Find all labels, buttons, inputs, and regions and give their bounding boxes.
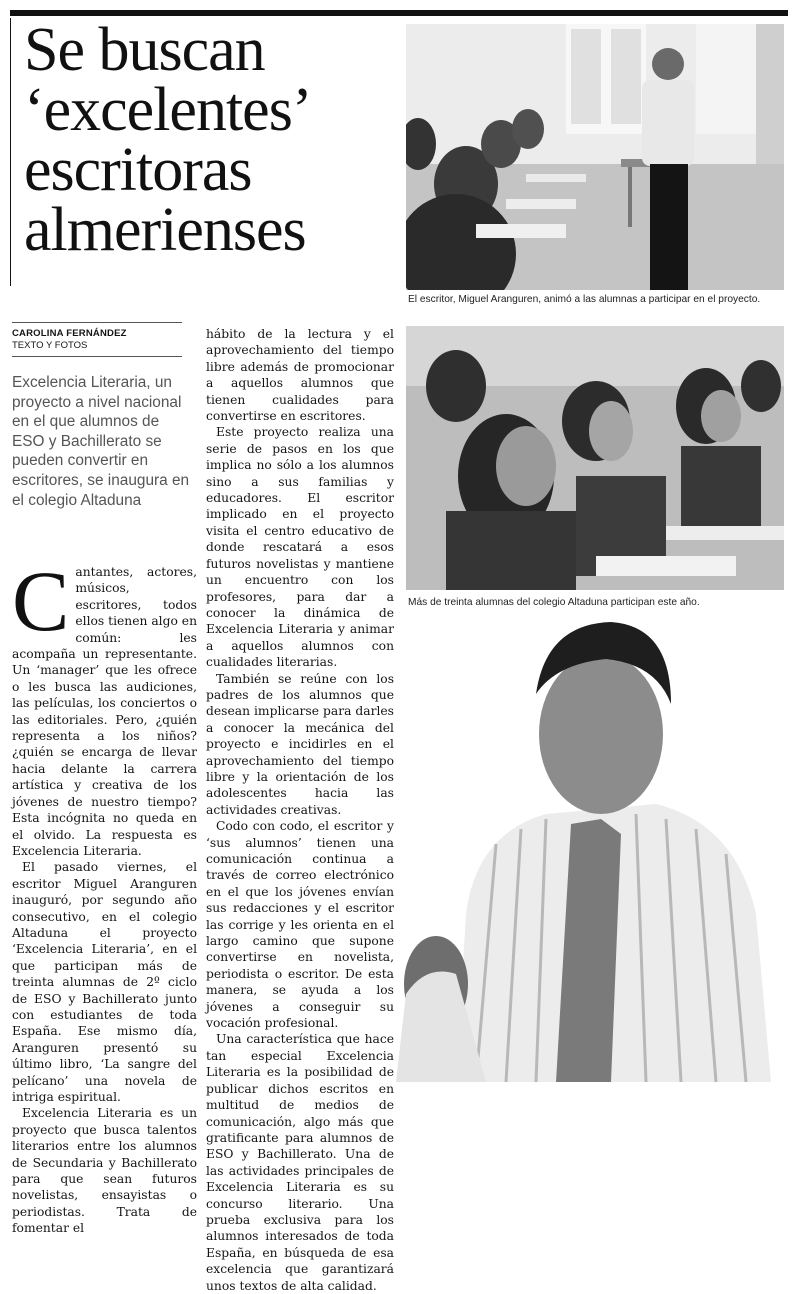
lede-subheadline: Excelencia Literaria, un proyecto a nivel nacional en el que alumnos de ESO y Bachillerato se pueden convertir en escritores, se inaugura en el colegio Altaduna bbox=[12, 374, 190, 509]
headline-line-2: ‘excelentes’ bbox=[24, 76, 312, 144]
body-paragraph: antantes, actores, músicos, escritores, todos ellos tienen algo en común: les acompaña un representante. Un ‘manager’ que les ofrece o les busca las audiciones, las películas, los conciertos o las editoriales. Pero, ¿quién representa a los niños? ¿quién se encarga de llevar hacia delante la carrera artística y creativa de los jóvenes de nuestro tiempo? Esta incógnita no queda en el olvido. La respuesta es Excelencia Literaria. bbox=[12, 565, 197, 858]
body-paragraph: También se reúne con los padres de los alumnos que desean implicarse para darles a conocer la mecánica del proyecto e incidirles en el aprovechamiento del tiempo libre y la orientación de los adolescentes hacia las actividades creativas. bbox=[206, 671, 394, 817]
headline bbox=[24, 16, 394, 264]
byline-top-rule bbox=[12, 322, 182, 323]
body-paragraph: Excelencia Literaria es un proyecto que busca talentos literarios entre los alumnos de Secundaria y Bachillerato para que sean futuros novelistas, ensayistas o periodistas. Trata de fomentar el bbox=[12, 1106, 197, 1236]
byline-bottom-rule bbox=[12, 356, 182, 357]
body-paragraph: Este proyecto realiza una serie de pasos en los que implica no sólo a los alumnos sino a sus familias y educadores. El escritor implicado en el proyecto visita el centro educativo de donde rescatará a esos futuros novelistas y mantiene un encuentro con los profesores, para dar a conocer la dinámica de Excelencia Literaria y animar a aquellos alumnos con cualidades literarias. bbox=[206, 425, 394, 670]
headline-line-3: escritoras bbox=[24, 136, 252, 204]
body-paragraph: El pasado viernes, el escritor Miguel Aranguren inauguró, por segundo año consecutivo, en el colegio Altaduna el proyecto ‘Excelencia Literaria’, en el que participan más de treinta alumnas de 2º ciclo de ESO y Bachillerato junto con estudiantes de toda España. Ese mismo día, Aranguren presentó su último libro, ‘La sangre del pelícano’ una novela de intriga espiritual. bbox=[12, 860, 197, 1104]
headline-line-4: almerienses bbox=[24, 196, 306, 264]
students-photo bbox=[406, 326, 784, 590]
byline bbox=[12, 322, 182, 357]
headline-line-1: Se buscan bbox=[24, 16, 265, 84]
body-paragraph: Una característica que hace tan especial Excelencia Literaria es la posibilidad de publicar dichos escritos en multitud de medios de comunicación, algo más que gratificante para alumnos de ESO y Bachillerato. Una de las actividades principales de Excelencia Literaria es su concurso literario. Una prueba exclusiva para los alumnos interesados de toda España, en búsqueda de esa excelencia que garantizará unos textos de alta calidad. bbox=[206, 1032, 394, 1293]
photo1-caption: El escritor, Miguel Aranguren, animó a las alumnas a participar en el proyecto. bbox=[408, 294, 761, 305]
writer-portrait-photo bbox=[396, 614, 788, 1082]
body-column-2 bbox=[206, 326, 394, 1294]
classroom-writer-photo bbox=[406, 24, 784, 290]
body-paragraph: hábito de la lectura y el aprovechamiento del tiempo libre además de promocionar a aquellos alumnos que tienen cualidades para convertirse en escritores. bbox=[206, 327, 394, 424]
photo2-caption: Más de treinta alumnas del colegio Altaduna participan este año. bbox=[408, 597, 700, 608]
byline-role: TEXTO Y FOTOS bbox=[12, 340, 88, 351]
byline-author: CAROLINA FERNÁNDEZ bbox=[12, 328, 127, 339]
body-paragraph: Codo con codo, el escritor y ‘sus alumnos’ tienen una comunicación continua a través de correo electrónico en el que los jóvenes envían sus redacciones y el escritor las corrige y les orienta en el largo camino que supone convertirse en novelista, periodista o escritor. De esta manera, se ayuda a los jóvenes a conseguir su vocación profesional. bbox=[206, 819, 394, 1031]
headline-side-rule bbox=[10, 18, 11, 286]
body-column-1 bbox=[12, 553, 197, 1237]
drop-cap: C bbox=[12, 553, 70, 649]
